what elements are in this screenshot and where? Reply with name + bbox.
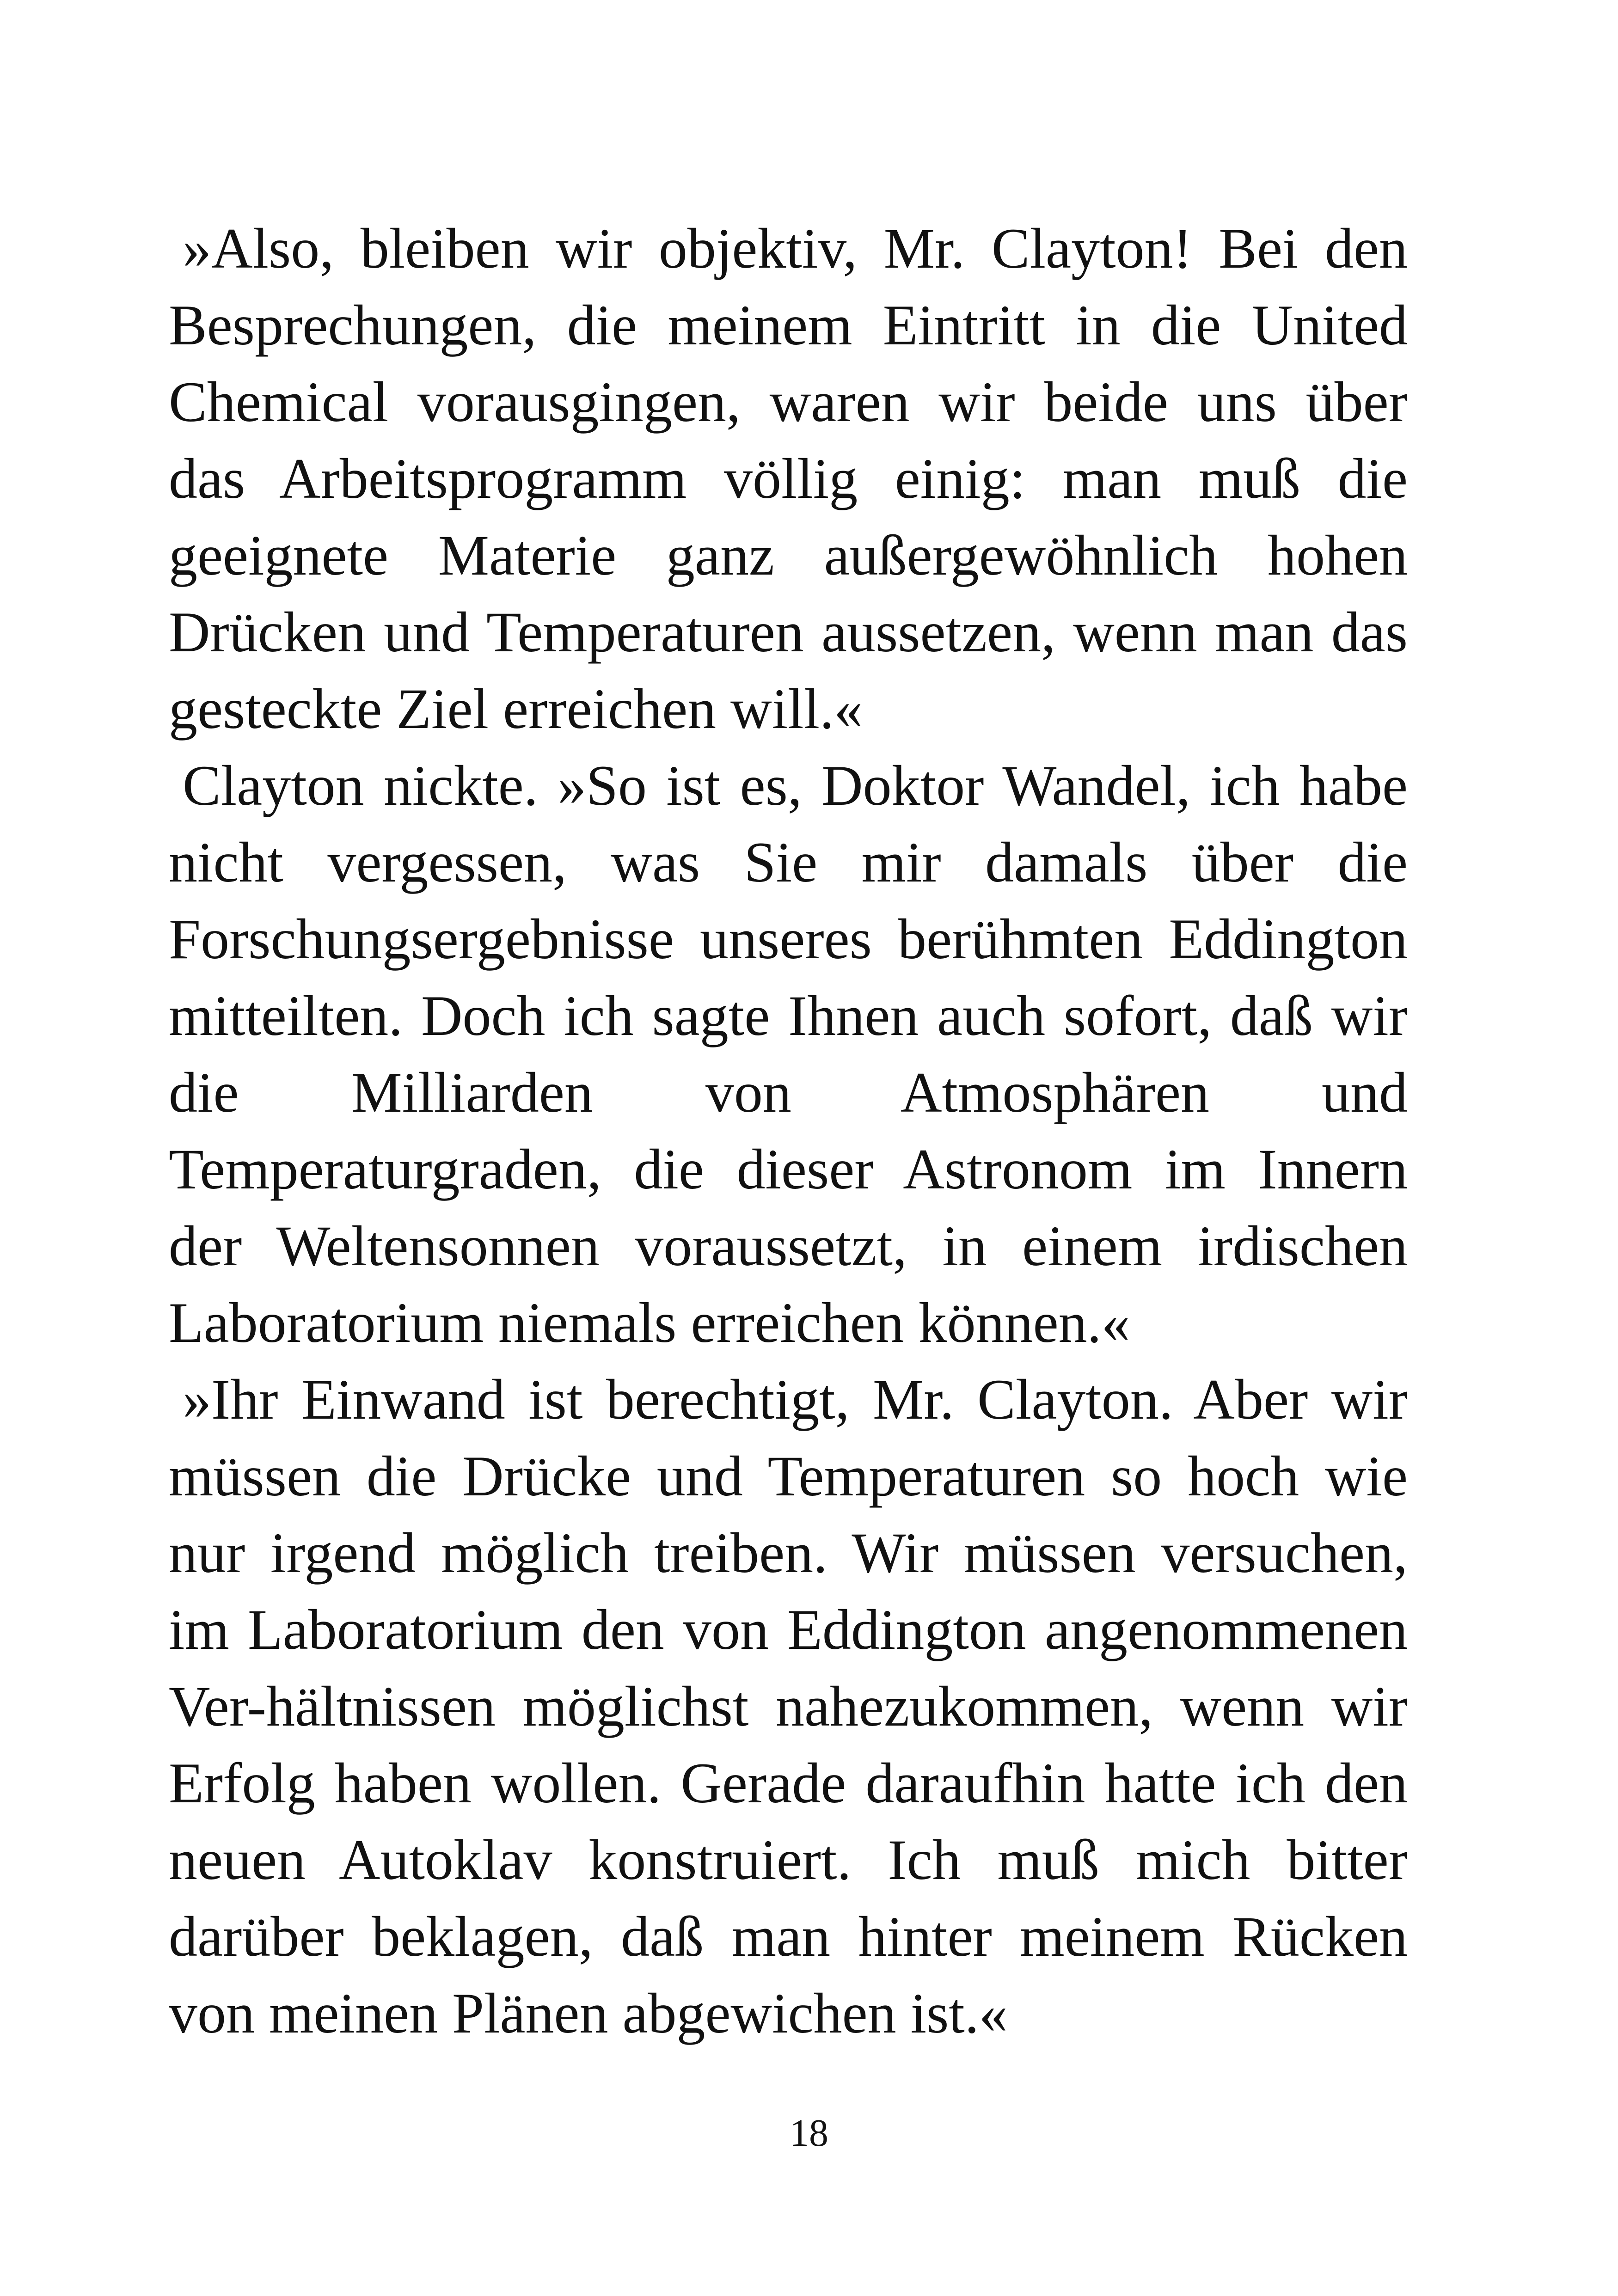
text-line: nicht vergessen, was Sie mir damals über die — [169, 831, 1408, 894]
text-line: Besprechungen, die meinem Eintritt in die United — [169, 294, 1408, 357]
text-line: Laboratorium niemals erreichen können.« — [169, 1291, 1130, 1354]
text-line: nur irgend möglich treiben. Wir müssen versuchen, — [169, 1521, 1408, 1585]
text-line: »Ihr Einwand ist berechtigt, Mr. Clayton. Aber wir — [183, 1368, 1408, 1431]
body-text — [169, 210, 1408, 2052]
text-line: Erfolg haben wollen. Gerade daraufhin hatte ich den — [169, 1751, 1408, 1815]
text-line: geeignete Materie ganz außergewöhnlich hohen — [169, 524, 1408, 587]
paragraph-1 — [169, 210, 1408, 747]
text-line: die Milliarden von Atmosphären und — [169, 1061, 1408, 1124]
text-line: im Laboratorium den von Eddington angenommenen — [169, 1598, 1408, 1661]
text-line: neuen Autoklav konstruiert. Ich muß mich bitter — [169, 1828, 1408, 1892]
text-line: müssen die Drücke und Temperaturen so hoch wie — [169, 1445, 1408, 1508]
text-line: Drücken und Temperaturen aussetzen, wenn man das — [169, 600, 1408, 664]
text-line: Temperaturgraden, die dieser Astronom im Innern — [169, 1138, 1408, 1201]
paragraph-3 — [169, 1361, 1408, 2052]
text-line: Chemical vorausgingen, waren wir beide uns über — [169, 370, 1408, 434]
text-line: mitteilten. Doch ich sagte Ihnen auch sofort, daß wir — [169, 984, 1408, 1047]
text-line: Ver-hältnissen möglichst nahezukommen, wenn wir — [169, 1675, 1408, 1738]
text-line: gesteckte Ziel erreichen will.« — [169, 677, 863, 741]
text-line: darüber beklagen, daß man hinter meinem Rücken — [169, 1905, 1408, 1968]
text-line: von meinen Plänen abgewichen ist.« — [169, 1982, 1008, 2045]
text-line: Clayton nickte. »So ist es, Doktor Wandel, ich habe — [183, 754, 1408, 817]
paragraph-2 — [169, 747, 1408, 1361]
text-line: »Also, bleiben wir objektiv, Mr. Clayton! Bei den — [183, 217, 1408, 280]
page-number: 18 — [790, 2112, 828, 2155]
text-line: der Weltensonnen voraussetzt, in einem irdischen — [169, 1214, 1408, 1278]
text-line: Forschungsergebnisse unseres berühmten Eddington — [169, 907, 1408, 971]
text-line: das Arbeitsprogramm völlig einig: man muß die — [169, 447, 1408, 510]
